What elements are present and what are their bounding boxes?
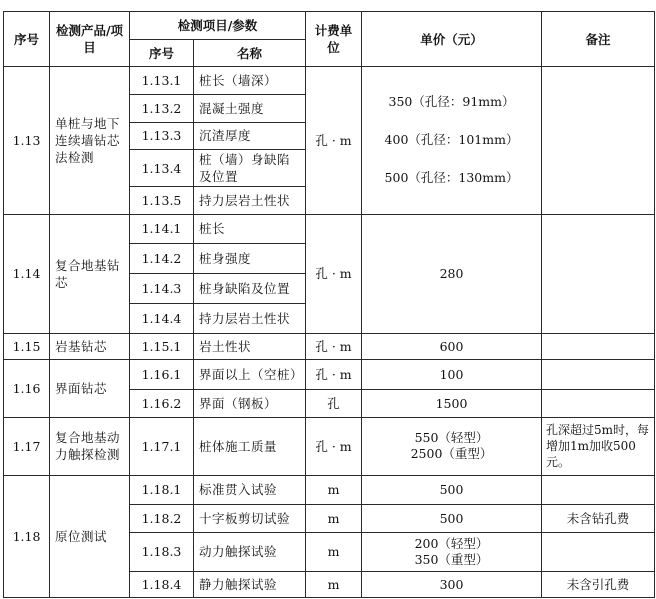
row-remark — [542, 214, 655, 333]
row-object: 复合地基钻芯 — [50, 214, 130, 333]
price-line: 350（重型） — [414, 551, 489, 567]
row-price — [362, 533, 542, 571]
row-unit: m — [306, 475, 362, 504]
item-no: 1.13.1 — [130, 67, 194, 95]
row-object: 原位测试 — [50, 475, 130, 597]
header-unit: 计费单位 — [306, 12, 362, 67]
price-line: 350（孔径：91mm） — [388, 94, 515, 110]
fee-table — [3, 11, 655, 598]
item-name: 桩身强度 — [194, 243, 306, 273]
table-row — [4, 214, 655, 243]
price-line: 400（孔径：101mm） — [384, 132, 519, 148]
row-remark: 未含钻孔费 — [542, 504, 655, 532]
row-price: 280 — [362, 214, 542, 333]
row-unit: 孔 · m — [306, 67, 362, 215]
item-no: 1.14.4 — [130, 303, 194, 333]
table-row — [4, 67, 655, 95]
row-unit: 孔 · m — [306, 360, 362, 389]
row-remark — [542, 67, 655, 215]
row-unit: 孔 · m — [306, 333, 362, 359]
item-name: 界面（钢板） — [194, 389, 306, 417]
item-name: 持力层岩土性状 — [194, 187, 306, 214]
row-remark — [542, 360, 655, 389]
row-seq: 1.15 — [4, 333, 50, 359]
row-seq: 1.13 — [4, 67, 50, 215]
row-object: 界面钻芯 — [50, 360, 130, 418]
header-seq: 序号 — [4, 12, 50, 67]
row-object: 单桩与地下连续墙钻芯法检测 — [50, 67, 130, 215]
header-remark: 备注 — [542, 12, 655, 67]
item-no: 1.14.1 — [130, 214, 194, 243]
item-name: 沉渣厚度 — [194, 122, 306, 149]
item-name: 界面以上（空桩） — [194, 360, 306, 389]
row-price: 100 — [362, 360, 542, 389]
header-sub-seq: 序号 — [130, 40, 194, 67]
item-name: 十字板剪切试验 — [194, 504, 306, 532]
item-name: 混凝土强度 — [194, 95, 306, 122]
row-unit: 孔 · m — [306, 417, 362, 475]
row-remark: 孔深超过5m时，每增加1m加收500元。 — [542, 417, 655, 475]
price-line: 500（孔径：130mm） — [384, 170, 519, 186]
item-no: 1.13.2 — [130, 95, 194, 122]
header-product: 检测产品/项目 — [50, 12, 130, 67]
header-params: 检测项目/参数 — [130, 12, 306, 40]
table-row — [4, 360, 655, 389]
row-price: 600 — [362, 333, 542, 359]
header-price: 单价（元） — [362, 12, 542, 67]
item-no: 1.13.3 — [130, 122, 194, 149]
row-price: 500 — [362, 504, 542, 532]
item-no: 1.17.1 — [130, 417, 194, 475]
item-no: 1.18.4 — [130, 571, 194, 597]
item-no: 1.13.5 — [130, 187, 194, 214]
row-seq: 1.16 — [4, 360, 50, 418]
row-remark: 未含引孔费 — [542, 571, 655, 597]
row-price — [362, 67, 542, 215]
table-row — [4, 333, 655, 359]
price-line: 2500（重型） — [410, 446, 493, 462]
row-unit: 孔 · m — [306, 214, 362, 333]
row-remark — [542, 389, 655, 417]
item-name: 桩体施工质量 — [194, 417, 306, 475]
item-no: 1.18.1 — [130, 475, 194, 504]
row-unit: 孔 — [306, 389, 362, 417]
row-unit: m — [306, 504, 362, 532]
item-name: 静力触探试验 — [194, 571, 306, 597]
row-remark — [542, 475, 655, 504]
item-no: 1.14.3 — [130, 274, 194, 303]
item-name: 桩长（墙深） — [194, 67, 306, 95]
item-name: 动力触探试验 — [194, 533, 306, 571]
row-object: 复合地基动力触探检测 — [50, 417, 130, 475]
row-remark — [542, 533, 655, 571]
row-price — [362, 417, 542, 475]
row-seq: 1.18 — [4, 475, 50, 597]
item-no: 1.16.1 — [130, 360, 194, 389]
item-no: 1.13.4 — [130, 149, 194, 186]
header-name: 名称 — [194, 40, 306, 67]
row-price: 1500 — [362, 389, 542, 417]
row-seq: 1.14 — [4, 214, 50, 333]
row-price: 500 — [362, 475, 542, 504]
item-name: 标准贯入试验 — [194, 475, 306, 504]
row-object: 岩基钻芯 — [50, 333, 130, 359]
item-no: 1.18.3 — [130, 533, 194, 571]
row-seq: 1.17 — [4, 417, 50, 475]
item-name: 桩长 — [194, 214, 306, 243]
price-line: 200（轻型） — [414, 535, 489, 551]
table-row — [4, 417, 655, 475]
price-line: 550（轻型） — [414, 430, 489, 446]
row-unit: m — [306, 571, 362, 597]
item-no: 1.14.2 — [130, 243, 194, 273]
item-no: 1.15.1 — [130, 333, 194, 359]
item-no: 1.18.2 — [130, 504, 194, 532]
table-row — [4, 475, 655, 504]
item-name: 桩（墙）身缺陷及位置 — [194, 149, 306, 186]
row-unit: m — [306, 533, 362, 571]
item-name: 持力层岩土性状 — [194, 303, 306, 333]
item-name: 桩身缺陷及位置 — [194, 274, 306, 303]
item-no: 1.16.2 — [130, 389, 194, 417]
item-name: 岩土性状 — [194, 333, 306, 359]
row-remark — [542, 333, 655, 359]
row-price: 300 — [362, 571, 542, 597]
